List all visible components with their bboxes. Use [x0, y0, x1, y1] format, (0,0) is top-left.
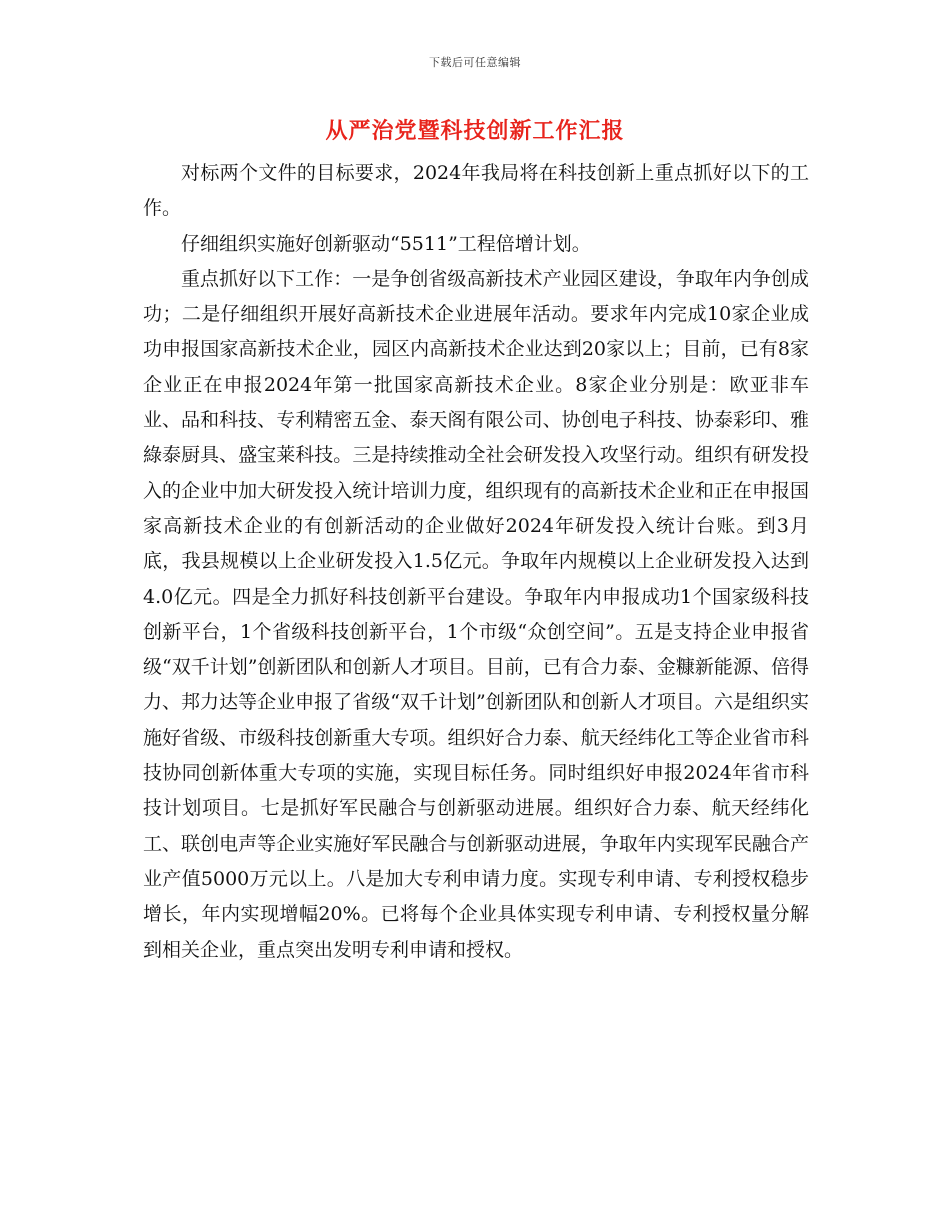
document-title: 从严治党暨科技创新工作汇报: [325, 118, 625, 144]
page-header: 下载后可任意编辑: [429, 56, 521, 69]
document-body: [143, 156, 809, 968]
paragraph-plan: 仔细组织实施好创新驱动“5511”工程倍增计划。: [181, 232, 591, 255]
paragraph-tasks: 重点抓好以下工作：一是争创省级高新技术产业园区建设，争取年内争创成功；二是仔细组织开展好高新技术企业进展年活动。要求年内完成10家企业成功申报国家高新技术企业，园区内高新技术企业达到20家以上；目前，已有8家企业正在申报2024年第一批国家高新技术企业。8家企业分别是：欧亚非车业、品和科技、专利精密五金、泰天阁有限公司、协创电子科技、协泰彩印、雅綠泰厨具、盛宝莱科技。三是持续推动全社会研发投入攻坚行动。组织有研发投入的企业中加大研发投入统计培训力度，组织现有的高新技术企业和正在申报国家高新技术企业的有创新活动的企业做好2024年研发投入统计台账。到3月底，我县规模以上企业研发投入1.5亿元。争取年内规模以上企业研发投入达到4.0亿元。四是全力抓好科技创新平台建设。争取年内申报成功1个国家级科技创新平台，1个省级科技创新平台，1个市级“众创空间”。五是支持企业申报省级“双千计划”创新团队和创新人才项目。目前，已有合力泰、金糠新能源、倍得力、邦力达等企业申报了省级“双千计划”创新团队和创新人才项目。六是组织实施好省级、市级科技创新重大专项。组织好合力泰、航天经纬化工等企业省市科技协同创新体重大专项的实施，实现目标任务。同时组织好申报2024年省市科技计划项目。七是抓好军民融合与创新驱动进展。组织好合力泰、航天经纬化工、联创电声等企业实施好军民融合与创新驱动进展，争取年内实现军民融合产业产值5000万元以上。八是加大专利申请力度。实现专利申请、专利授权稳步增长，年内实现增幅20%。已将每个企业具体实现专利申请、专利授权量分解到相关企业，重点突出发明专利申请和授权。: [143, 267, 809, 961]
paragraph-intro: 对标两个文件的目标要求，2024年我局将在科技创新上重点抓好以下的工作。: [143, 162, 809, 220]
